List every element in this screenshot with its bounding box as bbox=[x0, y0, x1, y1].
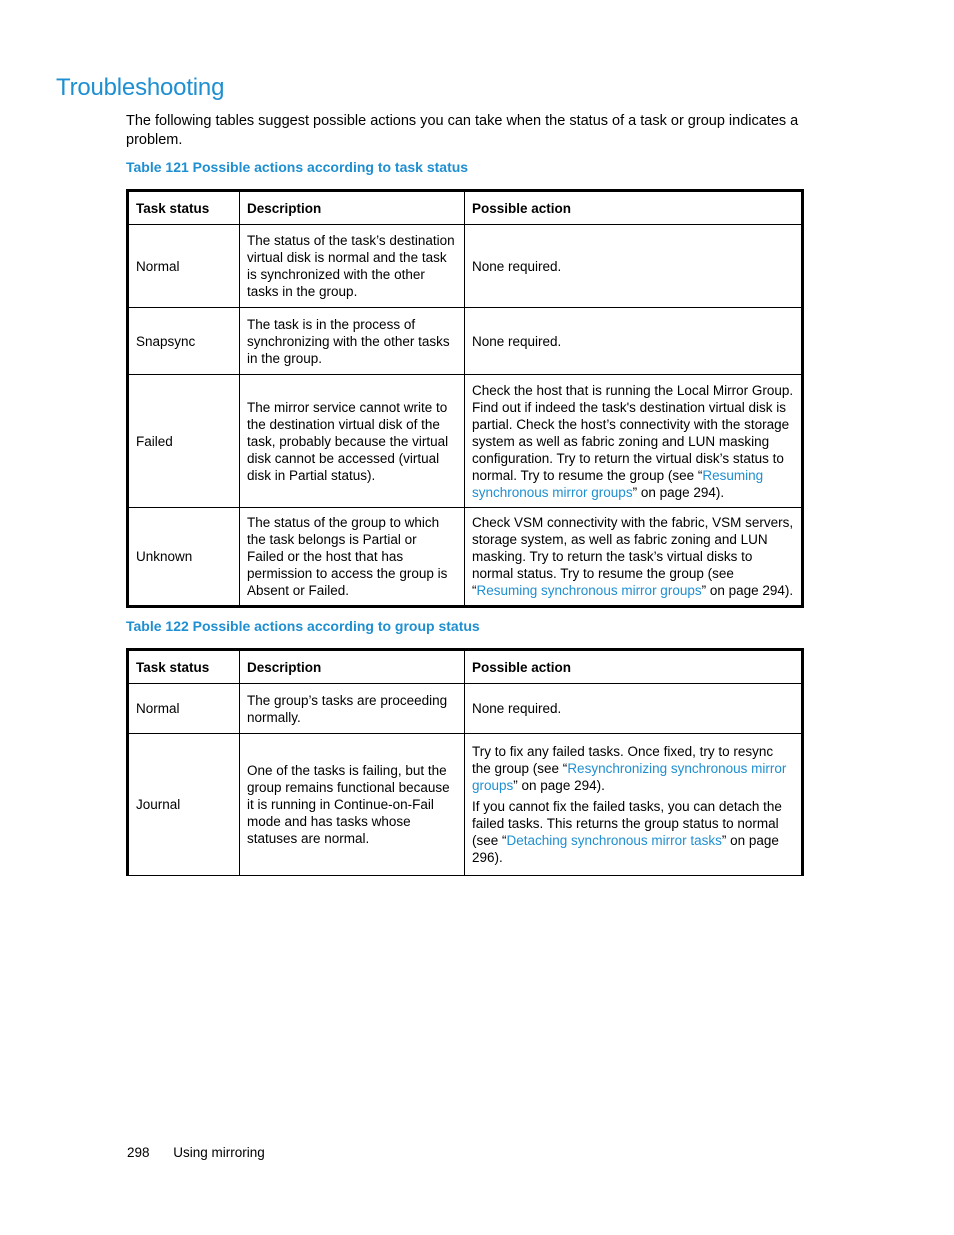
page-number: 298 bbox=[127, 1145, 150, 1160]
description-cell: One of the tasks is failing, but the group remains functional because it is running in Continue-on-Fail mode and has tasks whose statuses are normal. bbox=[240, 734, 465, 876]
action-text-suffix: ” on page 294). bbox=[701, 583, 794, 598]
resuming-groups-link[interactable]: Resuming synchronous mirror groups bbox=[476, 583, 702, 598]
action-text: Try to fix any failed tasks. Once fixed, try to resync the group (see “ bbox=[472, 744, 774, 776]
action-text-suffix: ” on page 294). bbox=[632, 484, 725, 500]
task-status-table bbox=[126, 189, 804, 608]
column-header-possible-action: Possible action bbox=[465, 191, 803, 225]
table-row bbox=[128, 684, 803, 734]
table-header-row bbox=[128, 650, 803, 684]
action-text: If you cannot fix the failed tasks, you can detach the failed tasks. This returns the group status to normal (see “ bbox=[472, 799, 782, 848]
possible-action-cell bbox=[465, 308, 803, 375]
table-122-caption: Table 122 Possible actions according to group status bbox=[126, 618, 480, 634]
detaching-tasks-link[interactable]: Detaching synchronous mirror tasks bbox=[506, 833, 722, 848]
table-121-caption: Table 121 Possible actions according to task status bbox=[126, 159, 469, 175]
possible-action-cell bbox=[465, 225, 803, 308]
action-text-suffix: ” on page 296). bbox=[472, 833, 779, 865]
possible-action-cell bbox=[465, 375, 803, 508]
task-status-cell: Normal bbox=[128, 684, 240, 734]
description-cell: The status of the group to which the task belongs is Partial or Failed or the host that has permission to access the group is Absent or Failed. bbox=[240, 508, 465, 607]
description-cell: The group’s tasks are proceeding normally. bbox=[240, 684, 465, 734]
action-text: Check VSM connectivity with the fabric, VSM servers, storage system, as well as fabric zoning and LUN masking. Try to return the task’s virtual disks to normal status. Try to resume the group (see “ bbox=[472, 515, 794, 598]
table-row bbox=[128, 225, 803, 308]
page-footer bbox=[127, 1145, 265, 1160]
column-header-description: Description bbox=[240, 191, 465, 225]
group-status-table bbox=[126, 648, 804, 876]
action-text: Check the host that is running the Local Mirror Group. Find out if indeed the task's destination virtual disk is partial. Check the host’s connectivity with the storage system as well as fabric zoning and LUN masking configuration. Try to return the virtual disk’s status to normal. Try to resume the group (see “ bbox=[472, 382, 794, 483]
action-paragraph bbox=[472, 798, 794, 866]
description-cell: The status of the task’s destination virtual disk is normal and the task is synchronized with the other tasks in the group. bbox=[240, 225, 465, 308]
action-text-suffix: ” on page 294). bbox=[513, 778, 605, 793]
resuming-groups-link[interactable]: Resuming synchronous mirror groups bbox=[472, 467, 764, 500]
chapter-title: Using mirroring bbox=[173, 1145, 265, 1160]
column-header-task-status: Task status bbox=[128, 191, 240, 225]
table-row bbox=[128, 508, 803, 607]
action-text: None required. bbox=[472, 701, 562, 716]
column-header-description: Description bbox=[240, 650, 465, 684]
task-status-cell: Normal bbox=[128, 225, 240, 308]
table-row bbox=[128, 375, 803, 508]
possible-action-cell bbox=[465, 734, 803, 876]
task-status-cell: Journal bbox=[128, 734, 240, 876]
possible-action-cell bbox=[465, 508, 803, 607]
resynchronizing-groups-link[interactable]: Resynchronizing synchronous mirror groups bbox=[472, 761, 787, 793]
task-status-cell: Failed bbox=[128, 375, 240, 508]
action-text: None required. bbox=[472, 333, 562, 349]
column-header-task-status: Task status bbox=[128, 650, 240, 684]
table-row bbox=[128, 734, 803, 876]
task-status-cell: Unknown bbox=[128, 508, 240, 607]
table-header-row bbox=[128, 191, 803, 225]
description-cell: The mirror service cannot write to the destination virtual disk of the task, probably because the virtual disk cannot be accessed (virtual disk in Partial status). bbox=[240, 375, 465, 508]
task-status-cell: Snapsync bbox=[128, 308, 240, 375]
intro-paragraph: The following tables suggest possible actions you can take when the status of a task or group indicates a problem. bbox=[126, 113, 799, 148]
action-text: None required. bbox=[472, 258, 562, 274]
action-paragraph bbox=[472, 743, 794, 794]
table-row bbox=[128, 308, 803, 375]
description-cell: The task is in the process of synchronizing with the other tasks in the group. bbox=[240, 308, 465, 375]
page-title: Troubleshooting bbox=[56, 74, 225, 101]
column-header-possible-action: Possible action bbox=[465, 650, 803, 684]
possible-action-cell bbox=[465, 684, 803, 734]
